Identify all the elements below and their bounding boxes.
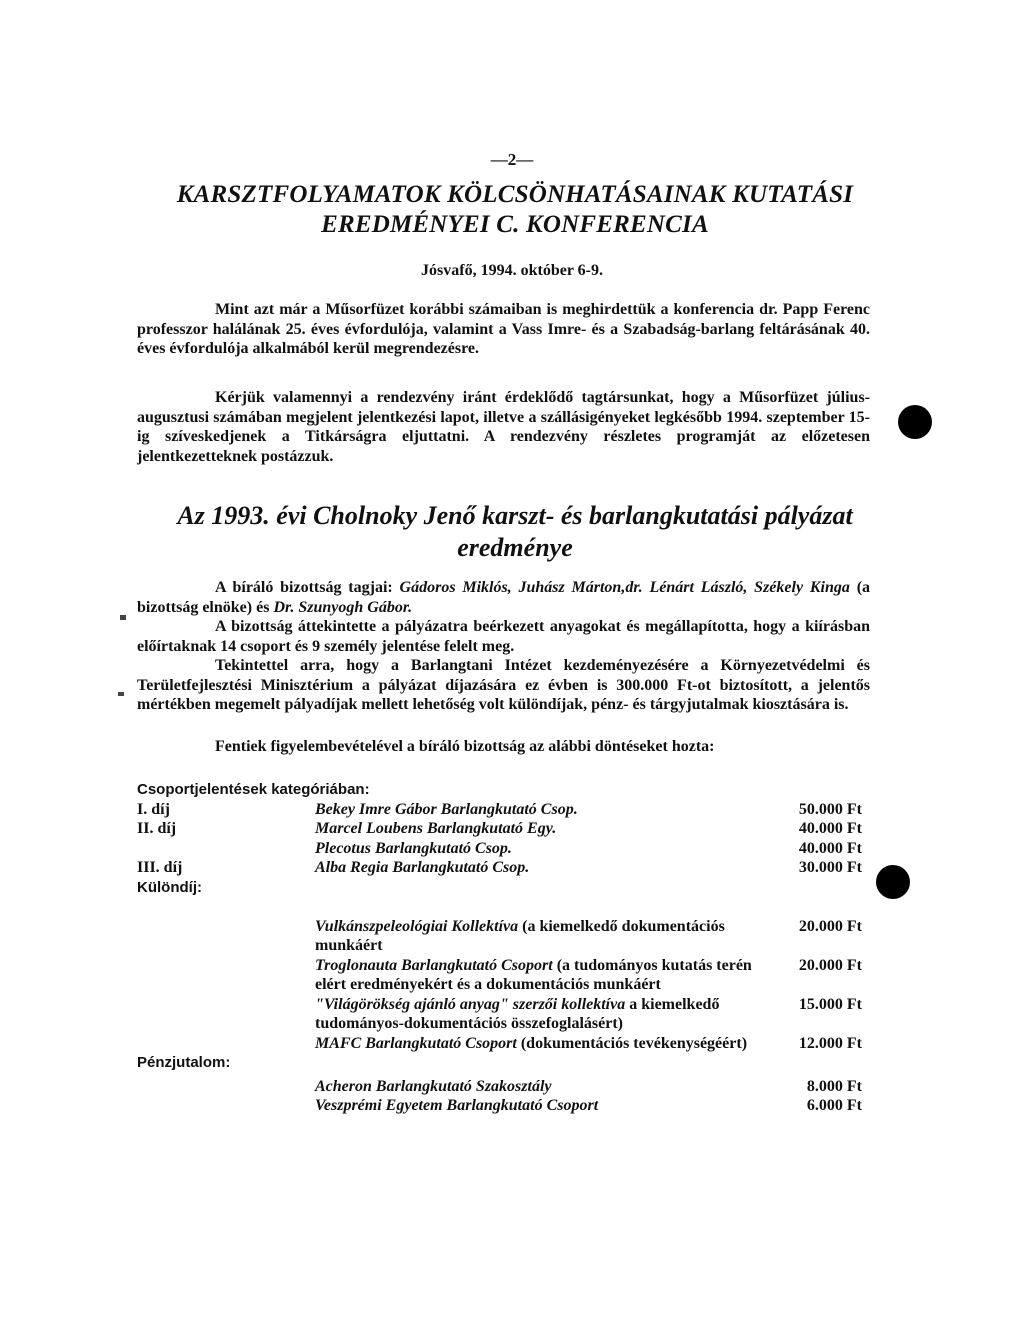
special-row — [137, 956, 870, 995]
special-amount: 15.000 Ft — [798, 995, 862, 1013]
special-name: MAFC Barlangkutató Csoport — [315, 1034, 517, 1052]
special-note: (a tudományos kutatás terén elért eredményekért és a dokumentációs munkáért — [315, 956, 752, 993]
special-name: "Világörökség ajánló anyag" szerzői kollektíva — [315, 995, 626, 1013]
prize-label: II. díj — [137, 820, 177, 837]
prize-name: Marcel Loubens Barlangkutató Egy. — [315, 820, 557, 837]
special-row — [137, 917, 870, 956]
cash-amount: 6.000 Ft — [806, 1097, 862, 1114]
prize-name: Plecotus Barlangkutató Csop. — [315, 839, 512, 857]
special-heading: Különdíj: — [137, 878, 202, 896]
cash-row — [137, 1096, 870, 1116]
cash-heading: Pénzjutalom: — [137, 1054, 231, 1071]
punch-hole-upper — [898, 405, 932, 439]
decision-paragraph — [137, 737, 870, 757]
conference-title: KARSZTFOLYAMATOK KÖLCSÖNHATÁSAINAK KUTATÁSI EREDMÉNYEI C. KONFERENCIA — [176, 181, 854, 238]
prize-name: Alba Regia Barlangkutató Csop. — [315, 859, 530, 876]
section-title: Az 1993. évi Cholnoky Jenő karszt- és barlangkutatási pályázat eredménye — [177, 501, 853, 562]
prize-amount: 40.000 Ft — [798, 820, 862, 837]
scan-speck — [118, 692, 124, 696]
cash-row — [137, 1077, 870, 1097]
punch-hole-lower — [876, 865, 910, 899]
jury-funding: Tekintettel arra, hogy a Barlangtani Intézet kezdeményezésére a Környezetvédelmi és Területfejlesztési Minisztérium a pályázat díjazására ez évben is 300.000 Ft-ot biztosított, a jelentős mértékben megemelt pályadíjak mellett lehetőség volt különdíjak, pénz- és tárgyjutalmak kiosztására is. — [137, 657, 870, 713]
jury-members: Gádoros Miklós, Juhász Márton,dr. Lénárt László, Székely Kinga — [399, 579, 850, 596]
prize-row — [137, 819, 870, 839]
paragraph-announcement: Mint azt már a Műsorfüzet korábbi számaiban is meghirdettük a konferencia dr. Papp Ferenc professzor halálának 25. éves évfordulója, valamint a Vass Imre- és a Szabadság-barlang feltárásának 40. éves évfordulója alkalmából kerül megrendezésre. — [137, 301, 870, 357]
dateline: Jósvafő, 1994. október 6-9. — [421, 262, 603, 279]
prize-amount: 50.000 Ft — [798, 800, 862, 818]
results-block — [137, 780, 870, 1116]
prize-amount: 30.000 Ft — [798, 859, 862, 876]
cash-name: Acheron Barlangkutató Szakosztály — [315, 1077, 552, 1095]
prize-amount: 40.000 Ft — [798, 839, 862, 857]
category-heading: Csoportjelentések kategóriában: — [137, 781, 370, 798]
decision-text: Fentiek figyelembevételével a bíráló bizottság az alábbi döntéseket hozta: — [215, 738, 715, 755]
special-amount: 12.000 Ft — [798, 1034, 862, 1052]
special-name: Vulkánszpeleológiai Kollektíva — [315, 917, 519, 935]
special-amount: 20.000 Ft — [798, 956, 862, 974]
special-note: (a kiemelkedő dokumentációs munkáért — [315, 917, 725, 954]
prize-label: I. díj — [137, 800, 170, 818]
special-row — [137, 1034, 870, 1054]
prize-row — [137, 800, 870, 820]
special-name: Troglonauta Barlangkutató Csoport — [315, 956, 553, 974]
jury-review: A bizottság áttekintette a pályázatra beérkezett anyagokat és megállapította, hogy a kiírásban előírtaknak 14 csoport és 9 személy jelentése felelt meg. — [137, 618, 870, 655]
cash-name: Veszprémi Egyetem Barlangkutató Csoport — [315, 1097, 599, 1114]
scan-speck — [120, 615, 126, 620]
page-number: —2— — [490, 150, 534, 169]
prize-row — [137, 839, 870, 859]
prize-row — [137, 858, 870, 878]
paragraph-registration: Kérjük valamennyi a rendezvény iránt érdeklődő tagtársunkat, hogy a Műsorfüzet július-augusztusi számában megjelent jelentkezési lapot, illetve a szállásigényeket legkésőbb 1994. szeptember 15-ig szíveskedjenek a Titkárságra eljuttatni. A rendezvény részletes programját az előzetesen jelentkezetteknek postázzuk. — [137, 389, 870, 465]
jury-lead: A bíráló bizottság tagjai: — [215, 579, 393, 596]
special-amount: 20.000 Ft — [798, 917, 862, 935]
special-row — [137, 995, 870, 1034]
cash-amount: 8.000 Ft — [806, 1077, 862, 1095]
special-note: (dokumentációs tevékenységéért) — [520, 1034, 748, 1052]
prize-label: III. díj — [137, 859, 183, 876]
jury-paragraph — [137, 578, 870, 715]
prize-name: Bekey Imre Gábor Barlangkutató Csop. — [315, 800, 578, 818]
jury-chair-note: (a bizottság elnöke) és — [137, 579, 871, 616]
special-note: a kiemelkedő tudományos-dokumentációs összefoglalásért) — [315, 995, 720, 1032]
jury-last-member: Dr. Szunyogh Gábor. — [273, 598, 413, 616]
